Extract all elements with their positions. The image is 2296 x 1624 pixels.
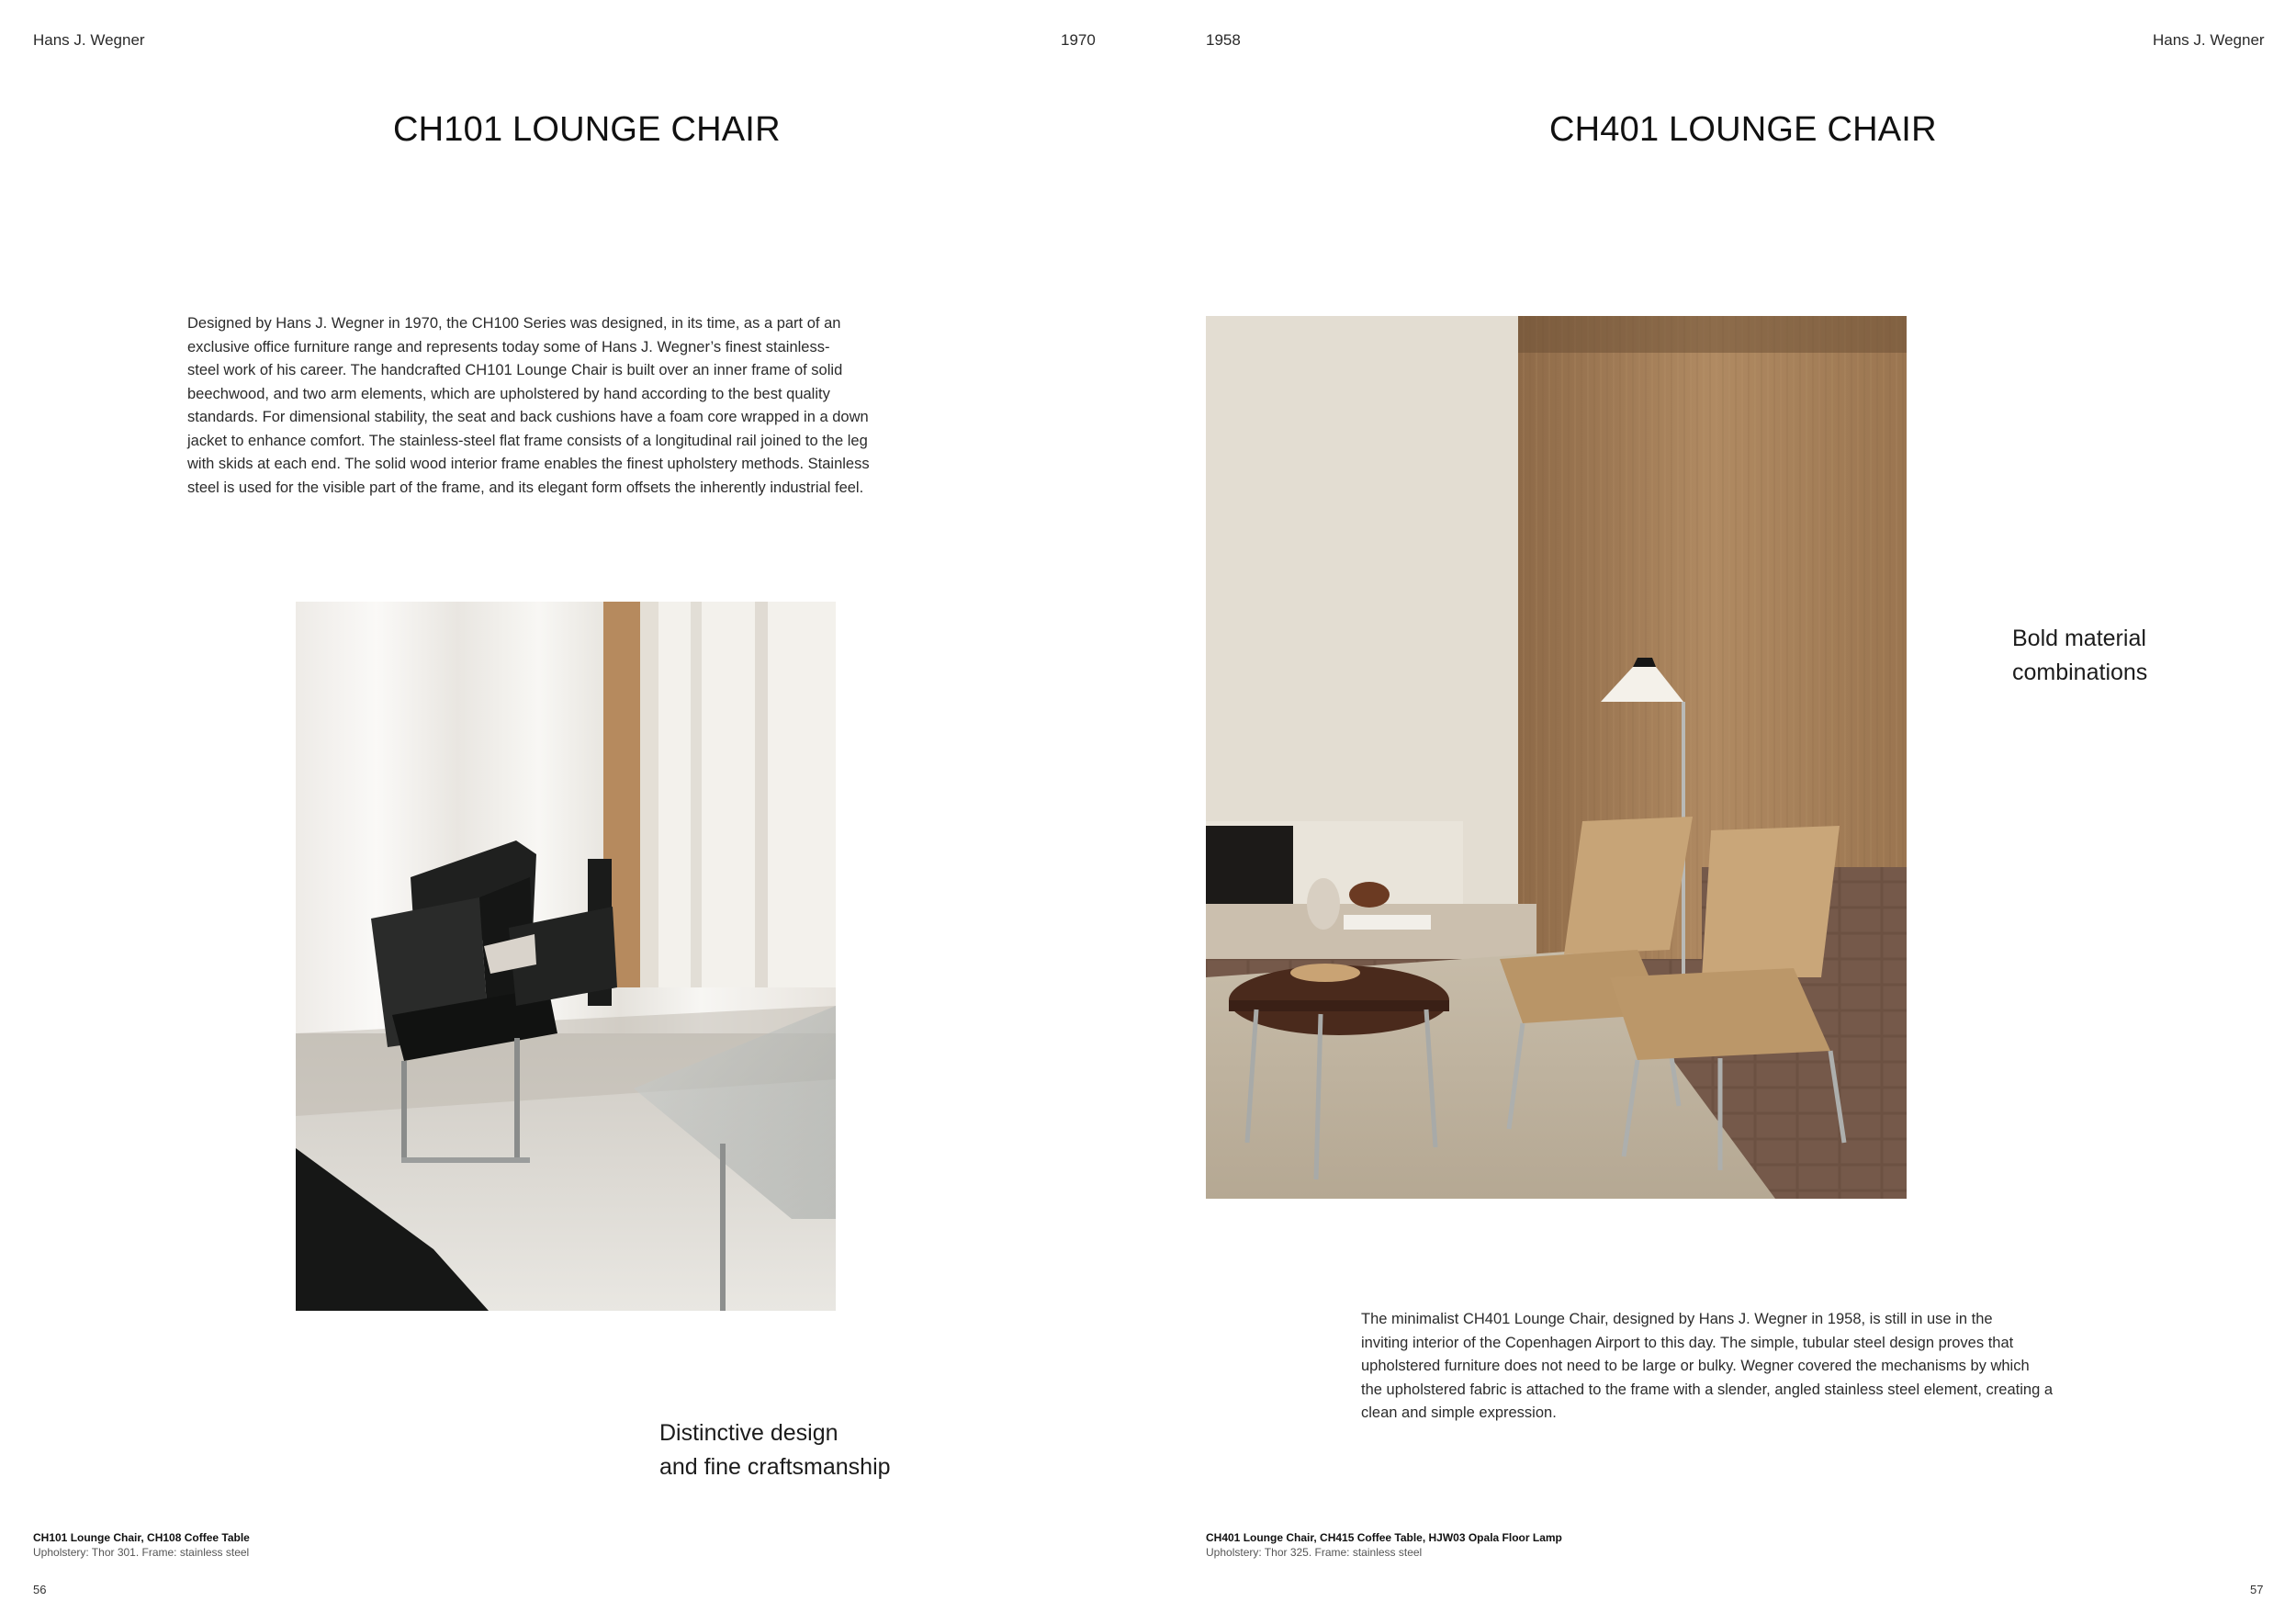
pull-quote-line: combinations — [2012, 660, 2148, 685]
text-line: The minimalist CH401 Lounge Chair, designed by Hans J. Wegner in 1958, is still in use in the — [1361, 1311, 1993, 1327]
pull-quote — [659, 1416, 891, 1484]
page-number: 56 — [33, 1583, 47, 1596]
running-header-author: Hans J. Wegner — [33, 31, 145, 49]
ch101-product-photo — [296, 602, 836, 1311]
text-line: steel work of his career. The handcrafted CH101 Lounge Chair is built over an inner frame of solid — [187, 362, 843, 378]
page-title: CH401 LOUNGE CHAIR — [1549, 110, 1937, 149]
pull-quote — [2012, 622, 2147, 690]
text-line: upholstered furniture does not need to be large or bulky. Wegner covered the mechanisms by which — [1361, 1358, 2030, 1374]
photo-caption-details: Upholstery: Thor 301. Frame: stainless steel — [33, 1546, 250, 1559]
text-line: clean and simple expression. — [1361, 1404, 1557, 1421]
running-header-year: 1958 — [1206, 31, 1241, 49]
ch401-product-photo — [1206, 316, 1907, 1199]
running-header-year: 1970 — [1061, 31, 1096, 49]
text-line: inviting interior of the Copenhagen Airport to this day. The simple, tubular steel design proves that — [1361, 1334, 2014, 1351]
text-line: the upholstered fabric is attached to the frame with a slender, angled stainless steel element, creating a — [1361, 1381, 2054, 1398]
pull-quote-line: Bold material — [2012, 626, 2146, 651]
photo-caption-details: Upholstery: Thor 325. Frame: stainless steel — [1206, 1546, 1423, 1559]
page-title: CH101 LOUNGE CHAIR — [393, 110, 781, 149]
text-line: jacket to enhance comfort. The stainless-steel flat frame consists of a longitudinal rail joined to the leg — [187, 432, 868, 449]
pull-quote-line: and fine craftsmanship — [659, 1454, 891, 1480]
text-line: Designed by Hans J. Wegner in 1970, the CH100 Series was designed, in its time, as a part of an — [187, 315, 841, 332]
photo-caption-title: CH401 Lounge Chair, CH415 Coffee Table, HJW03 Opala Floor Lamp — [1206, 1531, 1562, 1544]
body-paragraph — [187, 312, 959, 500]
running-header-author: Hans J. Wegner — [2153, 31, 2265, 49]
text-line: exclusive office furniture range and represents today some of Hans J. Wegner’s finest stainless- — [187, 338, 830, 355]
page-number: 57 — [2250, 1583, 2264, 1596]
text-line: steel is used for the visible part of the frame, and its elegant form offsets the inherently industrial feel. — [187, 479, 864, 496]
text-line: with skids at each end. The solid wood interior frame enables the finest upholstery methods. Stainless — [187, 456, 870, 472]
body-paragraph — [1361, 1308, 2160, 1426]
text-line: beechwood, and two arm elements, which are upholstered by hand according to the best quality — [187, 385, 830, 402]
text-line: standards. For dimensional stability, the seat and back cushions have a foam core wrapped in a down — [187, 409, 869, 425]
pull-quote-line: Distinctive design — [659, 1420, 838, 1446]
photo-caption-title: CH101 Lounge Chair, CH108 Coffee Table — [33, 1531, 250, 1544]
